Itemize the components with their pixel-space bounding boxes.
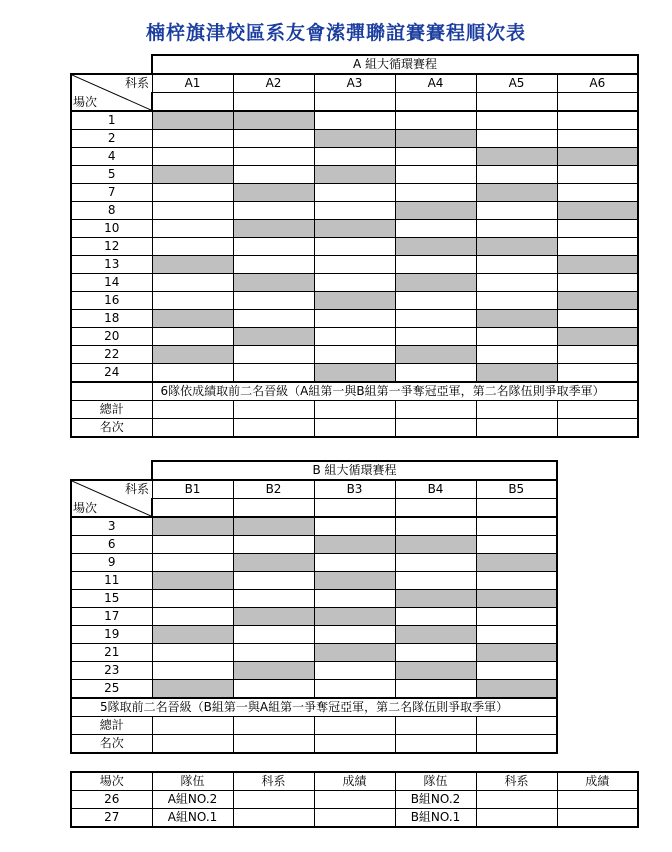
group-b-match-number: 3 xyxy=(71,517,152,536)
group-a-total-row xyxy=(71,401,638,419)
group-a-empty-cell xyxy=(395,364,476,383)
group-b-match-header-label: 場次 xyxy=(73,501,98,515)
group-b-total-row xyxy=(71,717,557,735)
group-a-match-number: 7 xyxy=(71,184,152,202)
table-row xyxy=(71,662,557,680)
finals-team-1: A組NO.2 xyxy=(152,791,233,809)
finals-team-2: B組NO.1 xyxy=(395,809,476,828)
group-a-rank-cell xyxy=(395,419,476,438)
group-a-empty-cell xyxy=(152,238,233,256)
group-a-empty-cell xyxy=(395,292,476,310)
group-a-empty-cell xyxy=(233,166,314,184)
group-a-empty-cell xyxy=(476,328,557,346)
group-a-empty-cell xyxy=(476,130,557,148)
group-a-empty-cell xyxy=(476,202,557,220)
group-a-empty-cell xyxy=(233,364,314,383)
group-b-total-cell xyxy=(395,717,476,735)
group-a-playing-cell xyxy=(314,364,395,383)
group-b-empty-cell xyxy=(314,590,395,608)
group-a-playing-cell xyxy=(152,111,233,130)
group-b-playing-cell xyxy=(395,536,476,554)
group-a-empty-cell xyxy=(314,310,395,328)
group-b-playing-cell xyxy=(395,662,476,680)
group-a-empty-cell xyxy=(233,346,314,364)
group-a-match-number: 18 xyxy=(71,310,152,328)
page-title: 楠梓旗津校區系友會溹彈聯誼賽賽程順次表 xyxy=(145,22,526,44)
group-b-playing-cell xyxy=(314,644,395,662)
group-b-advancement-note: 5隊取前二名晉級（B組第一與A組第一爭奪冠亞軍，第二名隊伍則爭取季軍） xyxy=(71,698,557,717)
finals-header-row xyxy=(71,772,638,791)
group-a-empty-cell xyxy=(557,166,638,184)
group-b-playing-cell xyxy=(314,572,395,590)
group-b-match-number: 21 xyxy=(71,644,152,662)
group-b-playing-cell xyxy=(314,536,395,554)
group-a-playing-cell xyxy=(233,111,314,130)
group-a-empty-cell xyxy=(152,274,233,292)
group-a-playing-cell xyxy=(476,364,557,383)
table-row xyxy=(71,809,638,828)
group-b-group-title: B 組大循環賽程 xyxy=(152,461,557,480)
group-a-empty-cell xyxy=(557,346,638,364)
group-a-match-number: 12 xyxy=(71,238,152,256)
group-b-rank-cell xyxy=(233,735,314,754)
finals-dept-1 xyxy=(233,809,314,828)
group-b-playing-cell xyxy=(233,608,314,626)
group-b-rank-label: 名次 xyxy=(71,735,152,754)
group-b-empty-cell xyxy=(395,608,476,626)
group-a-team-header-A5: A5 xyxy=(476,74,557,93)
group-b-empty-cell xyxy=(476,536,557,554)
group-a-playing-cell xyxy=(557,328,638,346)
group-b-empty-cell xyxy=(233,626,314,644)
group-b-playing-cell xyxy=(152,517,233,536)
finals-dept-2 xyxy=(476,809,557,828)
group-b-rank-cell xyxy=(314,735,395,754)
table-row xyxy=(71,608,557,626)
table-row xyxy=(71,274,638,292)
table-row xyxy=(71,202,638,220)
group-a-empty-cell xyxy=(233,130,314,148)
group-b-empty-cell xyxy=(233,680,314,699)
group-a-dept-cell-A3 xyxy=(314,93,395,112)
group-b-header-row xyxy=(71,480,557,499)
finals-team-1: A組NO.1 xyxy=(152,809,233,828)
group-a-playing-cell xyxy=(152,166,233,184)
group-b-total-cell xyxy=(476,717,557,735)
group-a-playing-cell xyxy=(476,238,557,256)
group-a-empty-cell xyxy=(557,364,638,383)
group-b-empty-cell xyxy=(152,644,233,662)
finals-dept-1 xyxy=(233,791,314,809)
group-b-team-header-B3: B3 xyxy=(314,480,395,499)
table-row xyxy=(71,166,638,184)
table-row xyxy=(71,256,638,274)
group-a-empty-cell xyxy=(152,220,233,238)
group-a-empty-cell xyxy=(152,184,233,202)
group-b-match-number: 25 xyxy=(71,680,152,699)
group-a-empty-cell xyxy=(476,220,557,238)
group-a-empty-cell xyxy=(476,274,557,292)
group-b-empty-cell xyxy=(476,626,557,644)
group-a-empty-cell xyxy=(395,166,476,184)
group-b-playing-cell xyxy=(476,554,557,572)
group-a-advancement-note: 6隊依成績取前二名晉級（A組第一與B組第一爭奪冠亞軍，第二名隊伍則爭取季軍） xyxy=(152,382,638,401)
group-a-match-number: 24 xyxy=(71,364,152,383)
finals-dept-2 xyxy=(476,791,557,809)
group-a-match-number: 13 xyxy=(71,256,152,274)
group-a-empty-cell xyxy=(152,130,233,148)
group-a-rank-cell xyxy=(557,419,638,438)
group-b-match-number: 19 xyxy=(71,626,152,644)
group-a-playing-cell xyxy=(233,184,314,202)
group-b-schedule-table xyxy=(70,460,558,754)
group-a-match-number: 5 xyxy=(71,166,152,184)
group-b-empty-cell xyxy=(395,644,476,662)
group-b-empty-cell xyxy=(314,626,395,644)
table-row xyxy=(71,680,557,699)
group-a-empty-cell xyxy=(476,256,557,274)
group-a-team-header-A4: A4 xyxy=(395,74,476,93)
finals-score-1 xyxy=(314,791,395,809)
group-a-empty-cell xyxy=(557,274,638,292)
group-a-team-header-A6: A6 xyxy=(557,74,638,93)
group-b-rank-cell xyxy=(476,735,557,754)
group-a-dept-cell-A4 xyxy=(395,93,476,112)
group-a-playing-cell xyxy=(395,274,476,292)
group-b-dept-cell-B4 xyxy=(395,499,476,518)
group-a-match-number: 16 xyxy=(71,292,152,310)
group-b-total-label: 總計 xyxy=(71,717,152,735)
group-b-empty-cell xyxy=(314,680,395,699)
group-a-empty-cell xyxy=(557,184,638,202)
group-b-team-header-B5: B5 xyxy=(476,480,557,499)
group-a-header-row xyxy=(71,74,638,93)
group-b-match-number: 23 xyxy=(71,662,152,680)
group-a-rank-label: 名次 xyxy=(71,419,152,438)
table-row xyxy=(71,346,638,364)
table-row xyxy=(71,292,638,310)
group-b-team-header-B4: B4 xyxy=(395,480,476,499)
group-a-empty-cell xyxy=(314,184,395,202)
group-b-empty-cell xyxy=(314,554,395,572)
group-b-playing-cell xyxy=(476,644,557,662)
group-b-empty-cell xyxy=(476,662,557,680)
group-b-rank-row xyxy=(71,735,557,754)
table-row xyxy=(71,536,557,554)
group-a-empty-cell xyxy=(476,292,557,310)
group-b-empty-cell xyxy=(233,590,314,608)
group-a-empty-cell xyxy=(314,238,395,256)
group-a-playing-cell xyxy=(557,292,638,310)
group-a-playing-cell xyxy=(395,346,476,364)
group-a-match-number: 8 xyxy=(71,202,152,220)
table-row xyxy=(71,310,638,328)
group-a-playing-cell xyxy=(476,148,557,166)
group-a-rank-cell xyxy=(233,419,314,438)
group-a-group-title: A 組大循環賽程 xyxy=(152,55,638,74)
table-row xyxy=(71,364,638,383)
group-a-playing-cell xyxy=(557,148,638,166)
group-a-empty-cell xyxy=(152,148,233,166)
group-a-total-cell xyxy=(152,401,233,419)
finals-header-cell: 科系 xyxy=(476,772,557,791)
group-b-playing-cell xyxy=(395,590,476,608)
group-a-rank-cell xyxy=(476,419,557,438)
group-a-dept-header-label: 科系 xyxy=(124,76,149,90)
group-b-match-number: 15 xyxy=(71,590,152,608)
group-a-empty-cell xyxy=(395,148,476,166)
group-a-playing-cell xyxy=(152,256,233,274)
group-a-empty-cell xyxy=(476,346,557,364)
group-a-playing-cell xyxy=(314,166,395,184)
group-b-empty-cell xyxy=(395,554,476,572)
table-row xyxy=(71,626,557,644)
group-b-total-cell xyxy=(314,717,395,735)
group-b-match-number: 11 xyxy=(71,572,152,590)
group-a-empty-cell xyxy=(233,256,314,274)
group-a-dept-cell-A5 xyxy=(476,93,557,112)
group-b-team-header-B1: B1 xyxy=(152,480,233,499)
group-a-corner-blank xyxy=(71,55,152,74)
group-a-total-cell xyxy=(233,401,314,419)
group-b-empty-cell xyxy=(233,572,314,590)
group-b-team-header-B2: B2 xyxy=(233,480,314,499)
group-a-match-number: 2 xyxy=(71,130,152,148)
table-row xyxy=(71,130,638,148)
group-a-empty-cell xyxy=(233,148,314,166)
table-row xyxy=(71,220,638,238)
finals-header-cell: 隊伍 xyxy=(395,772,476,791)
group-a-playing-cell xyxy=(476,184,557,202)
group-a-rank-row xyxy=(71,419,638,438)
finals-header-cell: 成績 xyxy=(557,772,638,791)
group-a-rank-cell xyxy=(314,419,395,438)
group-a-empty-cell xyxy=(557,238,638,256)
group-a-match-number: 20 xyxy=(71,328,152,346)
group-b-match-number: 17 xyxy=(71,608,152,626)
group-a-playing-cell xyxy=(314,130,395,148)
group-a-empty-cell xyxy=(395,328,476,346)
group-b-empty-cell xyxy=(476,608,557,626)
group-b-empty-cell xyxy=(152,536,233,554)
group-a-diagonal-header-cell xyxy=(71,74,152,111)
group-b-empty-cell xyxy=(395,572,476,590)
table-row xyxy=(71,184,638,202)
group-b-empty-cell xyxy=(152,662,233,680)
group-b-playing-cell xyxy=(395,626,476,644)
group-a-empty-cell xyxy=(314,274,395,292)
group-a-playing-cell xyxy=(152,310,233,328)
group-a-team-header-A2: A2 xyxy=(233,74,314,93)
group-a-playing-cell xyxy=(233,274,314,292)
table-row xyxy=(71,517,557,536)
group-b-empty-cell xyxy=(476,517,557,536)
group-a-empty-cell xyxy=(395,111,476,130)
group-b-empty-cell xyxy=(233,536,314,554)
group-b-note-row xyxy=(71,698,557,717)
group-a-playing-cell xyxy=(233,220,314,238)
group-a-empty-cell xyxy=(152,364,233,383)
group-a-empty-cell xyxy=(314,148,395,166)
group-b-playing-cell xyxy=(152,626,233,644)
group-a-playing-cell xyxy=(476,310,557,328)
finals-team-2: B組NO.2 xyxy=(395,791,476,809)
group-b-match-number: 9 xyxy=(71,554,152,572)
finals-match-number: 27 xyxy=(71,809,152,828)
group-b-playing-cell xyxy=(233,554,314,572)
group-b-dept-header-label: 科系 xyxy=(124,482,149,496)
group-b-total-cell xyxy=(233,717,314,735)
group-b-playing-cell xyxy=(152,680,233,699)
group-a-team-header-A3: A3 xyxy=(314,74,395,93)
group-b-diagonal-header-cell xyxy=(71,480,152,517)
group-a-empty-cell xyxy=(314,328,395,346)
group-a-total-label: 總計 xyxy=(71,401,152,419)
group-b-empty-cell xyxy=(476,572,557,590)
group-a-empty-cell xyxy=(233,238,314,256)
group-b-empty-cell xyxy=(152,608,233,626)
finals-score-2 xyxy=(557,791,638,809)
group-a-playing-cell xyxy=(395,202,476,220)
group-a-match-number: 22 xyxy=(71,346,152,364)
finals-table xyxy=(70,771,639,828)
group-b-dept-cell-B5 xyxy=(476,499,557,518)
group-b-empty-cell xyxy=(314,662,395,680)
table-row xyxy=(71,590,557,608)
group-b-empty-cell xyxy=(395,517,476,536)
group-a-match-number: 10 xyxy=(71,220,152,238)
group-a-playing-cell xyxy=(314,292,395,310)
group-b-empty-cell xyxy=(152,590,233,608)
group-b-playing-cell xyxy=(476,590,557,608)
group-a-team-header-A1: A1 xyxy=(152,74,233,93)
group-b-match-number: 6 xyxy=(71,536,152,554)
group-b-empty-cell xyxy=(395,680,476,699)
group-b-rank-cell xyxy=(152,735,233,754)
group-a-empty-cell xyxy=(557,130,638,148)
group-a-empty-cell xyxy=(395,220,476,238)
table-row xyxy=(71,791,638,809)
table-row xyxy=(71,328,638,346)
group-b-playing-cell xyxy=(152,572,233,590)
group-a-empty-cell xyxy=(395,184,476,202)
table-row xyxy=(71,238,638,256)
group-a-empty-cell xyxy=(395,310,476,328)
finals-score-2 xyxy=(557,809,638,828)
table-row xyxy=(71,148,638,166)
group-a-playing-cell xyxy=(152,346,233,364)
group-a-playing-cell xyxy=(395,238,476,256)
group-a-empty-cell xyxy=(233,292,314,310)
group-a-total-cell xyxy=(395,401,476,419)
group-a-dept-cell-A6 xyxy=(557,93,638,112)
group-a-match-number: 4 xyxy=(71,148,152,166)
group-a-title-row xyxy=(71,55,638,74)
group-a-match-header-label: 場次 xyxy=(73,95,98,109)
group-a-playing-cell xyxy=(395,130,476,148)
group-a-empty-cell xyxy=(476,166,557,184)
group-a-playing-cell xyxy=(314,220,395,238)
group-a-playing-cell xyxy=(233,328,314,346)
group-a-dept-cell-A1 xyxy=(152,93,233,112)
group-a-total-cell xyxy=(476,401,557,419)
group-a-empty-cell xyxy=(233,202,314,220)
group-a-empty-cell xyxy=(152,292,233,310)
group-b-dept-cell-B1 xyxy=(152,499,233,518)
group-a-note-row xyxy=(71,382,638,401)
finals-score-1 xyxy=(314,809,395,828)
group-b-dept-cell-B2 xyxy=(233,499,314,518)
group-b-empty-cell xyxy=(152,554,233,572)
group-a-rank-cell xyxy=(152,419,233,438)
table-row xyxy=(71,644,557,662)
group-a-note-blank xyxy=(71,382,152,401)
group-b-playing-cell xyxy=(476,680,557,699)
group-a-schedule-table xyxy=(70,54,639,438)
group-a-empty-cell xyxy=(476,111,557,130)
group-b-title-row xyxy=(71,461,557,480)
group-a-dept-cell-A2 xyxy=(233,93,314,112)
group-a-playing-cell xyxy=(557,202,638,220)
finals-header-cell: 場次 xyxy=(71,772,152,791)
group-a-total-cell xyxy=(557,401,638,419)
finals-header-cell: 科系 xyxy=(233,772,314,791)
group-b-dept-cell-B3 xyxy=(314,499,395,518)
group-a-total-cell xyxy=(314,401,395,419)
group-a-empty-cell xyxy=(314,111,395,130)
group-a-empty-cell xyxy=(314,346,395,364)
table-row xyxy=(71,554,557,572)
finals-header-cell: 隊伍 xyxy=(152,772,233,791)
group-b-total-cell xyxy=(152,717,233,735)
group-a-empty-cell xyxy=(557,310,638,328)
group-a-dept-row xyxy=(71,93,638,112)
group-b-playing-cell xyxy=(233,517,314,536)
group-b-rank-cell xyxy=(395,735,476,754)
group-a-match-number: 14 xyxy=(71,274,152,292)
finals-header-cell: 成績 xyxy=(314,772,395,791)
group-a-empty-cell xyxy=(233,310,314,328)
group-b-playing-cell xyxy=(233,662,314,680)
table-row xyxy=(71,111,638,130)
group-a-match-number: 1 xyxy=(71,111,152,130)
group-a-empty-cell xyxy=(314,202,395,220)
group-b-corner-blank xyxy=(71,461,152,480)
group-b-empty-cell xyxy=(314,517,395,536)
group-a-playing-cell xyxy=(557,256,638,274)
group-b-empty-cell xyxy=(233,644,314,662)
table-row xyxy=(71,572,557,590)
group-a-empty-cell xyxy=(314,256,395,274)
group-a-empty-cell xyxy=(152,202,233,220)
group-a-empty-cell xyxy=(557,111,638,130)
group-a-empty-cell xyxy=(395,256,476,274)
group-a-empty-cell xyxy=(152,328,233,346)
group-b-playing-cell xyxy=(314,608,395,626)
finals-match-number: 26 xyxy=(71,791,152,809)
group-a-empty-cell xyxy=(557,220,638,238)
